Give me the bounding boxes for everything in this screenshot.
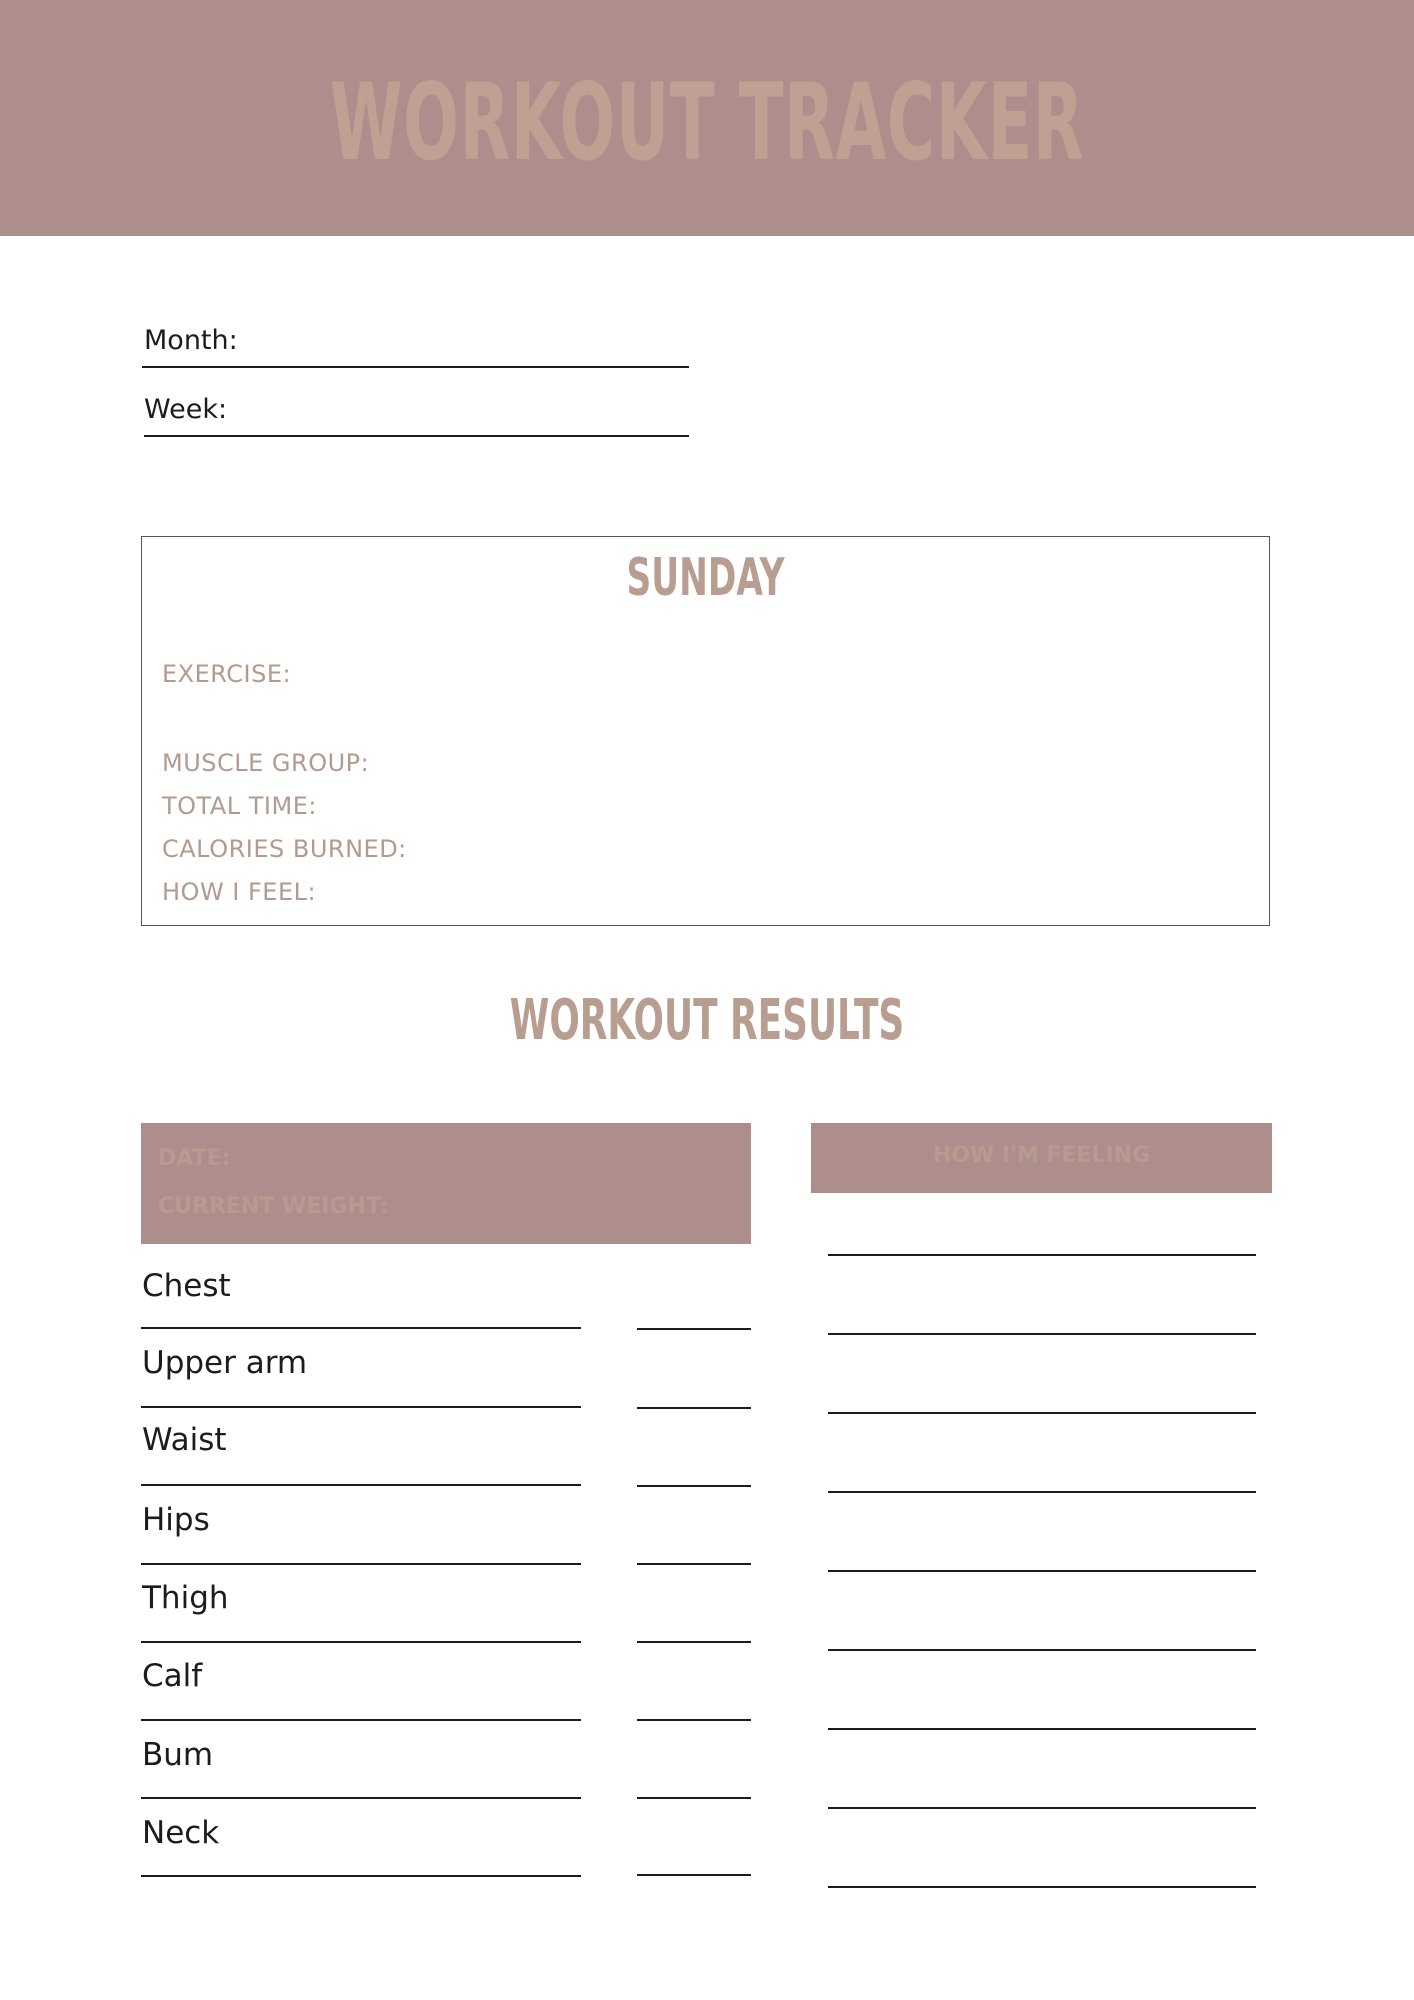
day-card bbox=[141, 536, 1270, 926]
measurement-value-line-upper-arm[interactable] bbox=[637, 1407, 751, 1409]
week-input-line[interactable] bbox=[144, 435, 689, 437]
measurement-line-hips[interactable] bbox=[141, 1563, 581, 1565]
measurement-line-bum[interactable] bbox=[141, 1797, 581, 1799]
measurement-label-thigh: Thigh bbox=[142, 1580, 229, 1616]
measurement-value-line-hips[interactable] bbox=[637, 1563, 751, 1565]
measurement-value-line-neck[interactable] bbox=[637, 1874, 751, 1876]
measurement-value-line-calf[interactable] bbox=[637, 1719, 751, 1721]
day-title: SUNDAY bbox=[626, 548, 785, 608]
measurement-label-bum: Bum bbox=[142, 1737, 214, 1773]
feeling-line[interactable] bbox=[828, 1807, 1256, 1809]
feeling-line[interactable] bbox=[828, 1491, 1256, 1493]
measurement-label-waist: Waist bbox=[142, 1422, 227, 1458]
measurement-line-neck[interactable] bbox=[141, 1875, 581, 1877]
date-label: DATE: bbox=[158, 1146, 231, 1171]
measurement-line-waist[interactable] bbox=[141, 1484, 581, 1486]
measurement-label-chest: Chest bbox=[142, 1268, 231, 1304]
how-i-feel-label: HOW I FEEL: bbox=[162, 878, 317, 906]
measurement-label-neck: Neck bbox=[142, 1815, 220, 1851]
results-title: WORKOUT RESULTS bbox=[509, 988, 905, 1053]
week-label: Week: bbox=[144, 394, 228, 425]
exercise-label: EXERCISE: bbox=[162, 660, 292, 688]
measurement-line-chest[interactable] bbox=[141, 1327, 581, 1329]
total-time-label: TOTAL TIME: bbox=[162, 792, 317, 820]
calories-burned-label: CALORIES BURNED: bbox=[162, 835, 407, 863]
measurement-line-calf[interactable] bbox=[141, 1719, 581, 1721]
measurement-line-thigh[interactable] bbox=[141, 1641, 581, 1643]
current-weight-label: CURRENT WEIGHT: bbox=[158, 1194, 389, 1219]
feeling-line[interactable] bbox=[828, 1649, 1256, 1651]
feeling-line[interactable] bbox=[828, 1333, 1256, 1335]
measurement-header-panel bbox=[141, 1123, 751, 1244]
measurement-value-line-chest[interactable] bbox=[637, 1328, 751, 1330]
measurement-label-calf: Calf bbox=[142, 1658, 203, 1694]
feeling-line[interactable] bbox=[828, 1886, 1256, 1888]
feeling-line[interactable] bbox=[828, 1254, 1256, 1256]
month-input-line[interactable] bbox=[142, 366, 689, 368]
measurement-line-upper-arm[interactable] bbox=[141, 1406, 581, 1408]
muscle-group-label: MUSCLE GROUP: bbox=[162, 749, 370, 777]
measurement-value-line-bum[interactable] bbox=[637, 1797, 751, 1799]
measurement-label-upper-arm: Upper arm bbox=[142, 1345, 308, 1381]
feeling-line[interactable] bbox=[828, 1728, 1256, 1730]
feeling-header-panel bbox=[811, 1123, 1272, 1193]
month-label: Month: bbox=[144, 325, 238, 356]
feeling-line[interactable] bbox=[828, 1570, 1256, 1572]
measurement-label-hips: Hips bbox=[142, 1502, 210, 1538]
page-title: WORKOUT TRACKER bbox=[329, 61, 1085, 184]
measurement-value-line-waist[interactable] bbox=[637, 1485, 751, 1487]
feeling-line[interactable] bbox=[828, 1412, 1256, 1414]
measurement-value-line-thigh[interactable] bbox=[637, 1641, 751, 1643]
feeling-label: HOW I'M FEELING bbox=[932, 1143, 1151, 1168]
